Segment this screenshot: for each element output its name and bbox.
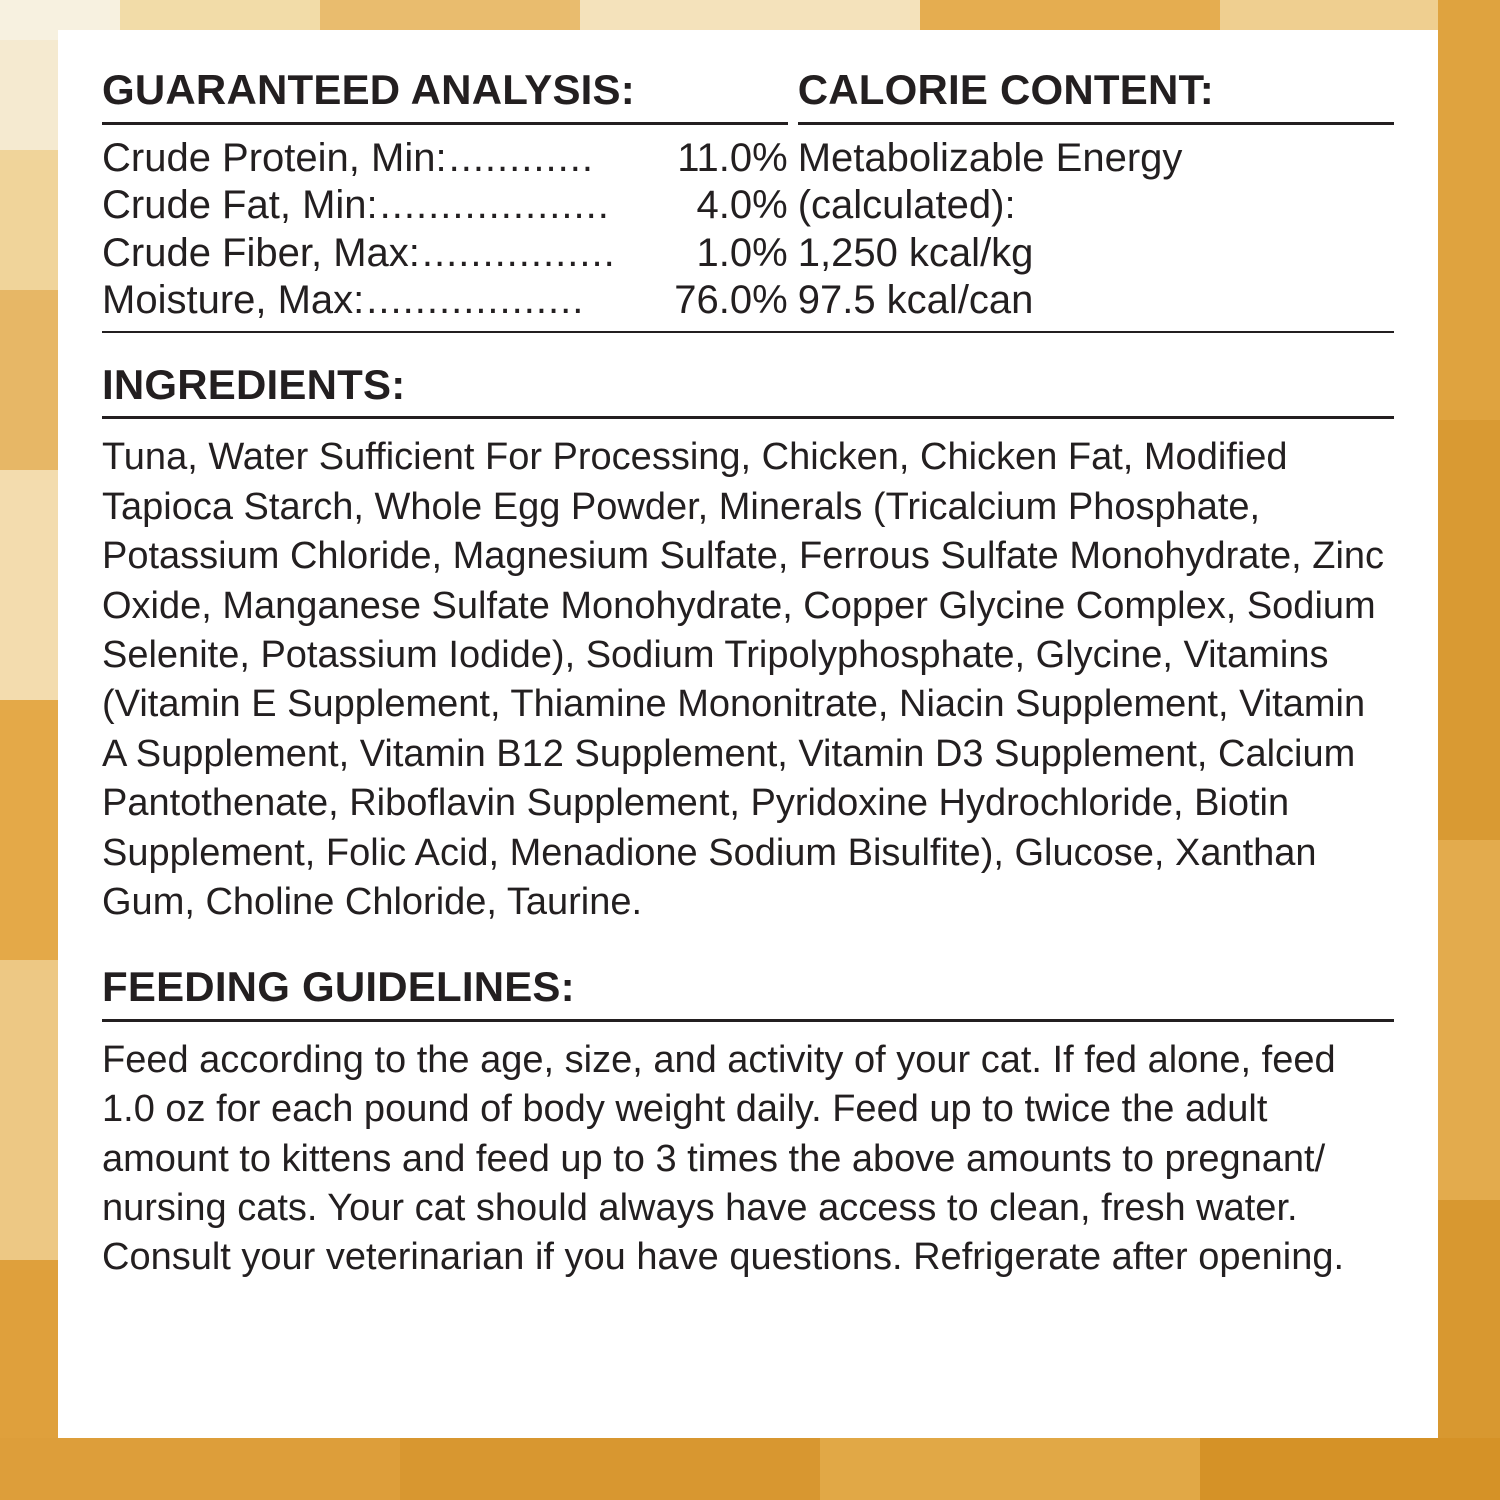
border-patch [1438,420,1500,840]
border-patch [0,700,58,960]
leader-dots: .................. [366,278,585,323]
section-divider [102,331,1394,333]
nutrient-value: 76.0% [674,278,788,323]
border-patch [0,960,58,1260]
ingredients-text: Tuna, Water Sufficient For Processing, Chicken, Chicken Fat, Modified Tapioca Starch, Whole Egg Powder, Minerals (Tricalcium Phosphate, Potassium Chloride, Magnesium Sulfate, Ferrous Sulfate Monohydrate, Zinc Oxide, Manganese Sulfate Monohydrate, Copper Glycine Complex, Sodium Selenite, Potassium Iodide), Sodium Tripolyphosphate, Glycine, Vitamins (Vitamin E Supplement, Thiamine Mononitrate, Niacin Supplement, Vitamin A Supplement, Vitamin B12 Supplement, Vitamin D3 Supplement, Calcium Pantothenate, Riboflavin Supplement, Pyridoxine Hydrochloride, Biotin Supplement, Folic Acid, Menadione Sodium Bisulfite), Glucose, Xanthan Gum, Choline Chloride, Taurine. [102,436,1385,923]
section-divider [102,416,1394,419]
table-row [102,277,788,325]
leader-dots: ................ [421,230,616,275]
guaranteed-analysis-section [102,68,788,325]
border-patch [0,290,58,470]
section-divider [102,122,788,125]
guaranteed-analysis-title: GUARANTEED ANALYSIS: [102,66,635,113]
border-patch [1438,840,1500,1200]
leader-dots: ............ [448,135,594,180]
section-divider [102,1019,1394,1022]
border-patch [0,470,58,700]
ingredients-title: INGREDIENTS: [102,360,406,408]
nutrient-value: 4.0% [696,183,788,228]
border-patch [0,1438,400,1500]
label-card [58,30,1438,1438]
calorie-line: 97.5 kcal/can [797,278,1034,323]
top-sections-bottom-divider [102,331,1394,333]
calorie-content-lines [798,135,1394,325]
calorie-content-title: CALORIE CONTENT: [797,66,1214,113]
section-divider [798,122,1394,125]
nutrient-label: Crude Fat, Min: [102,183,378,228]
nutrient-label: Crude Fiber, Max: [102,230,420,275]
nutrient-label: Crude Protein, Min: [102,135,447,180]
calorie-line: Metabolizable Energy [797,135,1183,180]
guaranteed-analysis-rows [102,135,788,325]
border-patch [1200,1438,1500,1500]
feeding-guidelines-text: Feed according to the age, size, and activity of your cat. If fed alone, feed 1.0 oz for each pound of body weight daily. Feed up to twice the adult amount to kittens and feed up to 3 times the above amounts to pregnant/ nursing cats. Your cat should always have access to clean, fresh water. Consult your veterinarian if you have questions. Refrigerate after opening. [102,1038,1345,1279]
leader-dots: ................... [379,183,610,228]
border-patch [1438,0,1500,420]
border-patch [820,1438,1200,1500]
calorie-line: (calculated): [797,183,1016,228]
border-patch [400,1438,820,1500]
table-row [102,230,788,278]
top-sections [102,68,1394,325]
ingredients-section [102,360,1394,927]
nutrient-value: 11.0% [677,135,788,180]
calorie-content-section [788,68,1394,325]
feeding-guidelines-title: FEEDING GUIDELINES: [102,963,575,1011]
table-row [102,182,788,230]
nutrient-label: Moisture, Max: [102,278,365,323]
nutrient-value: 1.0% [696,230,788,275]
calorie-line: 1,250 kcal/kg [797,230,1034,275]
table-row [102,135,788,183]
feeding-guidelines-section [102,965,1394,1282]
border-patch [0,150,58,290]
